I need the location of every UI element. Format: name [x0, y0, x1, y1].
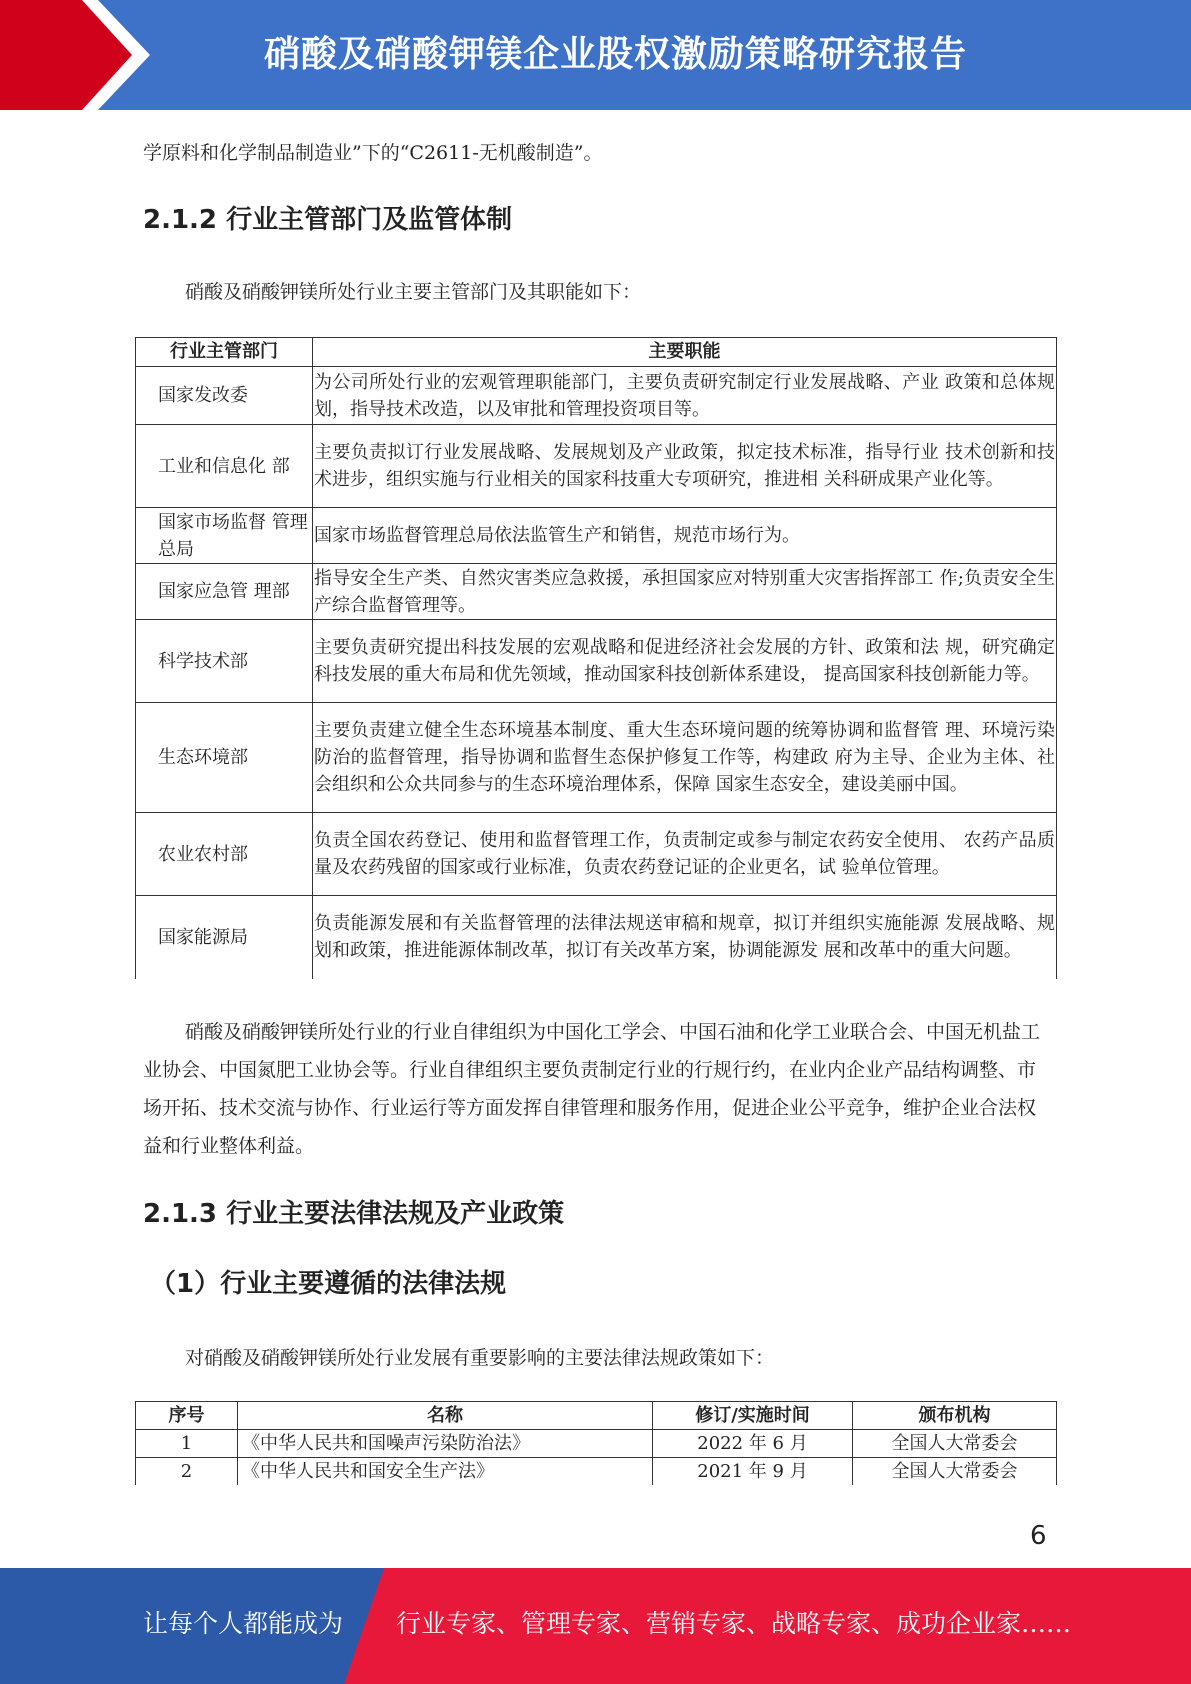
- intro-line: 学原料和化学制品制造业”下的“C2611-无机酸制造”。: [143, 142, 603, 164]
- department-table: [135, 337, 1057, 979]
- footer-slogan-left: 让每个人都能成为: [143, 1609, 344, 1638]
- column-header-org: 颁布机构: [853, 1402, 1057, 1430]
- department-name: 科学技术部: [136, 620, 313, 703]
- section-heading-2-1-3: 2.1.3 行业主要法律法规及产业政策: [143, 1199, 565, 1229]
- page-header: [0, 0, 1191, 110]
- law-organization: 全国人大常委会: [853, 1430, 1057, 1458]
- table-row: [136, 564, 1057, 620]
- law-date: 2022 年 6 月: [653, 1430, 853, 1458]
- column-header-no: 序号: [136, 1402, 238, 1430]
- law-name: 《中华人民共和国噪声污染防治法》: [238, 1430, 653, 1458]
- page-number: 6: [1030, 1521, 1047, 1551]
- table-row: [136, 425, 1057, 508]
- section-lead-2-1-2: 硝酸及硝酸钾镁所处行业主要主管部门及其职能如下：: [185, 281, 642, 303]
- report-title: 硝酸及硝酸钾镁企业股权激励策略研究报告: [264, 34, 968, 75]
- department-function: 主要负责拟订行业发展战略、发展规划及产业政策，拟定技术标准，指导行业 技术创新和技术进步，组织实施与行业相关的国家科技重大专项研究，推进相 关科研成果产业化等。: [313, 425, 1057, 508]
- page-footer: [0, 1568, 1191, 1684]
- department-name: 国家发改委: [136, 367, 313, 425]
- department-function: 负责能源发展和有关监督管理的法律法规送审稿和规章，拟订并组织实施能源 发展战略、规划和政策，推进能源体制改革，拟订有关改革方案，协调能源发 展和改革中的重大问题。: [313, 896, 1057, 979]
- department-name: 国家应急管 理部: [136, 564, 313, 620]
- table-row: [136, 367, 1057, 425]
- department-name: 国家能源局: [136, 896, 313, 979]
- table-header-row: [136, 1402, 1057, 1430]
- table-header-row: [136, 338, 1057, 367]
- subsection-heading: （1）行业主要遵循的法律法规: [150, 1269, 507, 1299]
- law-number: 2: [136, 1458, 238, 1486]
- department-function: 主要负责建立健全生态环境基本制度、重大生态环境问题的统筹协调和监督管 理、环境污染防治的监督管理，指导协调和监督生态保护修复工作等，构建政 府为主导、企业为主体、社会组织和公众共同参与的生态环境治理体系，保障 国家生态安全，建设美丽中国。: [313, 703, 1057, 813]
- department-function: 负责全国农药登记、使用和监督管理工作，负责制定或参与制定农药安全使用、 农药产品质量及农药残留的国家或行业标准，负责农药登记证的企业更名，试 验单位管理。: [313, 813, 1057, 896]
- section-heading-2-1-2: 2.1.2 行业主管部门及监管体制: [143, 205, 513, 235]
- column-header-date: 修订/实施时间: [653, 1402, 853, 1430]
- department-name: 生态环境部: [136, 703, 313, 813]
- table-row: [136, 1458, 1057, 1486]
- department-name: 工业和信息化 部: [136, 425, 313, 508]
- department-function: 主要负责研究提出科技发展的宏观战略和促进经济社会发展的方针、政策和法 规，研究确定科技发展的重大布局和优先领域，推动国家科技创新体系建设， 提高国家科技创新能力等。: [313, 620, 1057, 703]
- self-regulation-paragraph: 硝酸及硝酸钾镁所处行业的行业自律组织为中国化工学会、中国石油和化学工业联合会、中国无机盐工业协会、中国氮肥工业协会等。行业自律组织主要负责制定行业的行规行约，在业内企业产品结构调整、市场开拓、技术交流与协作、行业运行等方面发挥自律管理和服务作用，促进企业公平竞争，维护企业合法权益和行业整体利益。: [143, 1021, 1041, 1157]
- law-name: 《中华人民共和国安全生产法》: [238, 1458, 653, 1486]
- department-name: 国家市场监督 管理总局: [136, 508, 313, 564]
- table-row: [136, 703, 1057, 813]
- law-organization: 全国人大常委会: [853, 1458, 1057, 1486]
- table-row: [136, 1430, 1057, 1458]
- department-name: 农业农村部: [136, 813, 313, 896]
- column-header-function: 主要职能: [313, 338, 1057, 367]
- table-row: [136, 896, 1057, 979]
- law-number: 1: [136, 1430, 238, 1458]
- footer-slogan-right: 行业专家、管理专家、营销专家、战略专家、成功企业家……: [396, 1609, 1072, 1638]
- section-lead-2-1-3: 对硝酸及硝酸钾镁所处行业发展有重要影响的主要法律法规政策如下：: [185, 1347, 775, 1369]
- laws-table: [135, 1401, 1057, 1485]
- law-date: 2021 年 9 月: [653, 1458, 853, 1486]
- department-function: 为公司所处行业的宏观管理职能部门，主要负责研究制定行业发展战略、产业 政策和总体规划，指导技术改造，以及审批和管理投资项目等。: [313, 367, 1057, 425]
- column-header-department: 行业主管部门: [136, 338, 313, 367]
- column-header-name: 名称: [238, 1402, 653, 1430]
- table-row: [136, 813, 1057, 896]
- table-row: [136, 508, 1057, 564]
- department-function: 国家市场监督管理总局依法监管生产和销售，规范市场行为。: [313, 508, 1057, 564]
- department-function: 指导安全生产类、自然灾害类应急救援，承担国家应对特别重大灾害指挥部工 作;负责安全生产综合监督管理等。: [313, 564, 1057, 620]
- table-row: [136, 620, 1057, 703]
